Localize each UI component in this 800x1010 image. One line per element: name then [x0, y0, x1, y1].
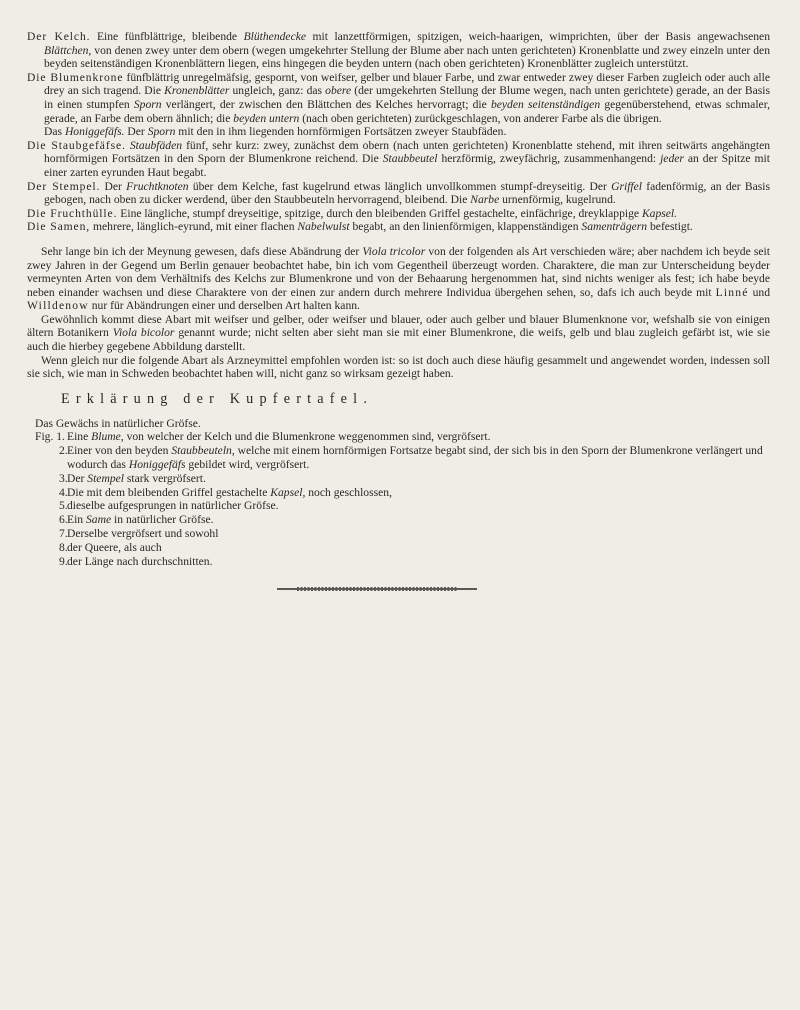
italic-text: jeder — [660, 152, 684, 166]
text-run: fadenförmig, an der Basis gebogen, nach oben zu dicker werdend, über den Staubbeuteln hervorragend, bleibend. Die — [44, 179, 770, 207]
text-run: nur für Abändrungen einer und derselben Art halten kann. — [88, 299, 360, 313]
figure-number: 6. — [59, 513, 68, 527]
text-run: Ein — [67, 513, 86, 527]
text-run: von der folgenden als Art verschieden wäre; aber nachdem ich beyde seit zwey Jahren in der Gegend um Berlin genauer beobachtet habe, bin ich vom Gegentheil überzeugt worden. Charaktere, die man zur Unterscheidung beyder vermeynten Arten von dem Verhältnifs des Kelchs zur Blumenkrone und von der Behaarung hergenommen hat, sind nichts weniger als fest; ich habe beyde neben einander wachsen und diese Charaktere von der einen zur andern durch mehrere Individua übergehen sehen, so, dafs ich auch beyde mit — [27, 244, 770, 299]
text-run: noch geschlossen, — [305, 485, 392, 499]
italic-text: Staubfäden — [129, 138, 183, 152]
figure-caption — [67, 444, 770, 472]
text-run: Wenn gleich nur die folgende Abart als Arzneymittel empfohlen worden ist: so ist doch auch diese häufig gesammelt und angewendet worden, indessen soll sie sich, wie man in Schweden beobachtet haben will, nicht ganz so wirksam gezeigt haben. — [27, 353, 770, 381]
italic-text: Viola tricolor — [362, 244, 426, 258]
plate-note: Das Gewächs in natürlicher Gröfse. — [35, 416, 201, 430]
text-run: Der — [67, 471, 88, 485]
figure-item — [35, 513, 770, 527]
italic-text: Samenträgern — [581, 220, 648, 234]
figure-item — [35, 527, 770, 541]
text-run: mit den in ihm liegenden hornförmigen Fortsätzen zweyer Staubfäden. — [175, 125, 507, 139]
description-term: Die Blumenkrone — [27, 70, 124, 84]
plate-explanation-heading: Erklärung der Kupfertafel. — [61, 390, 374, 407]
figure-item — [35, 541, 770, 555]
figure-caption — [67, 472, 770, 486]
text-run: Einer von den beyden — [67, 444, 172, 458]
figure-caption — [67, 513, 770, 527]
figure-caption — [67, 486, 770, 500]
text-run: genannt wurde; nicht selten aber sieht man sie mit einer Blumenkrone, die weifs, gelb und blau zugleich gefärbt ist, wie sie auch die hierbey gegebene Abbildung darstellt. — [27, 326, 770, 354]
description-term: Die Fruchthülle. — [27, 206, 118, 220]
commentary-paragraph — [27, 245, 770, 313]
italic-text: Nabelwulst — [297, 220, 350, 234]
italic-text: Staubbeuteln, — [171, 444, 235, 458]
description-entry — [27, 139, 770, 180]
figure-item — [35, 430, 770, 444]
italic-text: Honiggefäfs — [128, 458, 186, 472]
figure-item — [35, 555, 770, 569]
figure-item — [35, 499, 770, 513]
text-run: der Länge nach durchschnitten. — [67, 554, 213, 568]
italic-text: Kapsel. — [641, 206, 678, 220]
italic-text: Blättchen, — [44, 43, 92, 57]
text-run: Eine — [67, 430, 92, 444]
italic-text: Stempel — [87, 471, 124, 485]
italic-text: Viola bicolor — [112, 326, 175, 340]
figure-number: 9. — [59, 554, 68, 568]
commentary — [27, 245, 770, 381]
description-entry — [27, 220, 770, 234]
italic-text: Same — [86, 513, 112, 527]
figure-number: 3. — [59, 471, 68, 485]
text-run: Linné — [715, 285, 749, 299]
text-run: Willdenow — [27, 299, 89, 313]
text-run: in natürlicher Gröfse. — [111, 513, 214, 527]
figure-number: 8. — [59, 540, 68, 554]
italic-text: Honiggefäfs. — [64, 125, 125, 139]
figure-item — [35, 444, 770, 472]
description-block-2 — [27, 139, 770, 234]
italic-text: Staubbeutel — [382, 152, 438, 166]
text-run: Der — [124, 125, 148, 139]
text-run: und — [748, 285, 770, 299]
italic-text: Blume, — [91, 430, 124, 444]
ornament-rule — [277, 586, 477, 592]
text-run: dieselbe aufgesprungen in natürlicher Gröfse. — [67, 499, 279, 513]
italic-text: Griffel — [611, 179, 643, 193]
figure-caption — [67, 430, 770, 444]
text-run: fünf, sehr kurz: zwey, zunächst dem obern (nach unten gerichteten) Kronenblatte stehend, mit ihren seitwärts angehängten hornförmigen Fortsätzen in den Sporn der Blumenkrone reichend. Die — [44, 138, 771, 166]
text-run: verlängert, der zwischen den Blättchen des Kelches hervorragt; die — [161, 97, 491, 111]
text-run: gegenüberstehend, etwas schmaler, gerade, an Farbe dem obern ähnlich; die — [44, 97, 770, 125]
commentary-paragraph — [27, 354, 770, 381]
figure-item — [35, 472, 770, 486]
description-entry — [27, 207, 770, 221]
description-term: Der Kelch. — [27, 30, 91, 43]
text-run: fünfblättrig unregelmäfsig, gespornt, von weifser, gelber und blauer Farbe, und zwar entweder zwey dieser Farben zugleich oder auch alle drey an sich tragend. Die — [44, 70, 770, 98]
italic-text: obere — [325, 84, 352, 98]
text-run: herzförmig, zweyfächrig, zusammenhangend: — [437, 152, 661, 166]
text-run: der Queere, als auch — [67, 540, 162, 554]
description-entry — [27, 71, 770, 125]
text-run: ungleich, ganz: das — [229, 84, 326, 98]
text-run: Eine fünfblättrige, bleibende — [90, 30, 244, 43]
italic-text: beyden seitenständigen — [490, 97, 601, 111]
italic-text: Blüthendecke — [243, 30, 307, 43]
text-run: an der Spitze mit einer zarten eyrunden Haut begabt. — [44, 152, 770, 179]
text-run: gebildet wird, vergröfsert. — [185, 458, 310, 472]
italic-text: beyden untern — [233, 111, 300, 125]
figure-caption — [67, 555, 770, 569]
text-run: stark vergröfsert. — [123, 471, 206, 485]
figure-list — [27, 430, 770, 568]
italic-text: Sporn — [147, 125, 176, 139]
italic-text: Narbe — [470, 193, 500, 207]
text-run: mit lanzettförmigen, spitzigen, weich-haarigen, wimprichten, über der Basis angewachsenen — [306, 30, 771, 43]
figure-number: 4. — [59, 485, 68, 499]
text-run: Derselbe vergröfsert und sowohl — [67, 527, 219, 541]
text-run: von denen zwey unter dem obern (wegen umgekehrter Stellung der Blume aber nach unten gerichteten) Kronenblatte und zwey einzeln unter den beyden seitenständigen Kronenblättern liegen, eins hingegen die beyden untern (nach oben gerichteten) Kronenblätter zugleich unterstützt. — [44, 43, 770, 71]
description-term: Die Samen, — [27, 220, 91, 234]
figure-caption — [67, 527, 770, 541]
description-term: Die Staubgefäfse. — [27, 138, 126, 152]
figure-caption — [67, 541, 770, 555]
honiggefaess-description — [27, 125, 770, 139]
figure-number: Fig. 1. — [35, 430, 65, 444]
text-run: urnenförmig, kugelrund. — [499, 193, 616, 207]
figure-number: 7. — [59, 527, 68, 541]
text-run: mehrere, länglich-eyrund, mit einer flachen — [90, 220, 298, 234]
text-run: begabt, an den linienförmigen, klappenständigen — [349, 220, 582, 234]
description-term: Der Stempel. — [27, 179, 101, 193]
text-run: Eine längliche, stumpf dreyseitige, spitzige, durch den bleibenden Griffel gestachelte, einfächrige, dreyklappige — [117, 206, 642, 220]
text-run: Sehr lange bin ich der Meynung gewesen, dafs diese Abändrung der — [41, 244, 363, 258]
text-run: Das — [44, 125, 65, 139]
figure-number: 2. — [59, 444, 68, 458]
text-run: welche mit einem hornförmigen Fortsatze begabt sind, der sich bis in den Sporn der Blumenkrone verlängert und wodurch das — [67, 444, 763, 472]
text-run: befestigt. — [647, 220, 693, 234]
description-block — [27, 30, 770, 125]
description-entry — [27, 30, 770, 71]
text-run: über dem Kelche, fast kugelrund etwas länglich unvollkommen stumpf-dreyseitig. Der — [188, 179, 612, 193]
text-run: von welcher der Kelch und die Blumenkrone weggenommen sind, vergröfsert. — [123, 430, 491, 444]
figure-item — [35, 486, 770, 500]
figure-caption — [67, 499, 770, 513]
text-run: Gewöhnlich kommt diese Abart mit weifser und gelber, oder weifser und blauer, oder auch gelber und blauer Blumenknone vor, wefshalb sie von einigen ältern Botanikern — [27, 312, 770, 340]
description-entry — [27, 180, 770, 207]
commentary-paragraph — [27, 313, 770, 354]
italic-text: Sporn — [133, 97, 162, 111]
italic-text: Kapsel, — [270, 485, 306, 499]
figure-number: 5. — [59, 499, 68, 513]
italic-text: Fruchtknoten — [126, 179, 189, 193]
italic-text: Kronenblätter — [164, 84, 230, 98]
text-run: (nach oben gerichteten) zurückgeschlagen, von anderer Farbe als die übrigen. — [299, 111, 662, 125]
text-run: Die mit dem bleibenden Griffel gestachelte — [67, 485, 271, 499]
text-run: (der umgekehrten Stellung der Blume wegen, nach unten gerichtete) gerade, an der Basis in einen stumpfen — [44, 84, 770, 111]
text-run: Der — [100, 179, 127, 193]
